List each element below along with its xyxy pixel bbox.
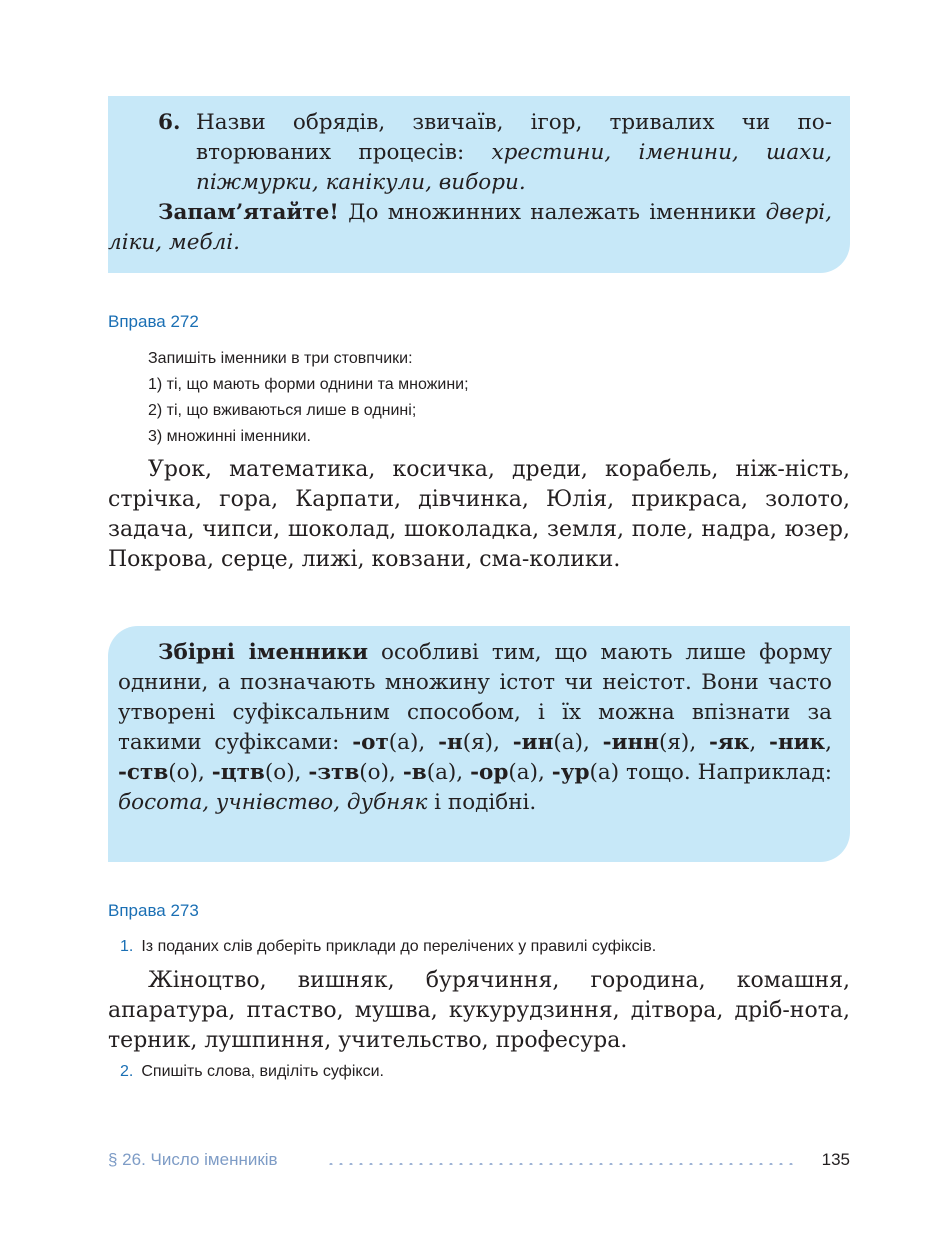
task-text: Із поданих слів доберіть приклади до перелічених у правилі суфіксів. <box>141 938 657 955</box>
page-number: 135 <box>821 1150 850 1169</box>
exercise-273-task-2 <box>120 1063 384 1081</box>
exercise-272-title: Вправа 272 <box>108 312 199 331</box>
suffix-bold: -ор <box>470 760 509 785</box>
exercise-272-words: Урок, математика, косичка, дреди, корабель, ніж-ність, стрічка, гора, Карпати, дівчинка, Юлія, прикраса, золото, задача, чипси, шоколад, шоколадка, земля, поле, надра, юзер, Покрова, серце, лижі, ковзани, сма-колики. <box>108 457 850 572</box>
suffix-ending: (а) <box>508 760 538 785</box>
suffix-bold: -ур <box>551 760 590 785</box>
exercise-273-title: Вправа 273 <box>108 901 199 920</box>
suffix-list: -от(а), -н(я), -ин(а), -инн(я), -як, -ник, -ств(о), -цтв(о), -зтв(о), -в(а), -ор(а), -ур(а) <box>118 730 832 785</box>
task-number: 2. <box>120 1063 134 1080</box>
task-number: 1. <box>120 938 134 955</box>
exercise-273-task-1 <box>120 938 656 956</box>
suffix-ending: (а) <box>589 760 620 785</box>
suffix-bold: -ник <box>769 730 826 755</box>
rule-box-plural-nouns <box>108 96 850 273</box>
suffix-ending: (о) <box>359 760 390 785</box>
suffix-bold: -от <box>352 730 389 755</box>
suffix-bold: -инн <box>602 730 659 755</box>
item-examples: хрестини, іменини, шахи, піжмурки, канікули, вибори. <box>196 140 833 195</box>
exercise-272-task <box>148 346 469 450</box>
suffix-ending: (а) <box>388 730 419 755</box>
suffix-bold: -в <box>402 760 427 785</box>
suffix-bold: -н <box>438 730 463 755</box>
task-text: Спишіть слова, виділіть суфікси. <box>141 1063 384 1080</box>
page-footer <box>108 1150 850 1176</box>
collective-nouns-rule <box>118 638 832 818</box>
suffix-ending: (а) <box>553 730 583 755</box>
rule-examples: босота, учнівство, дубняк <box>118 790 428 815</box>
suffix-bold: -зтв <box>308 760 360 785</box>
suffix-bold: -ин <box>512 730 554 755</box>
suffix-ending: (я) <box>462 730 494 755</box>
remember-text: До множинних належать іменники <box>338 200 766 225</box>
rule-text: особливі тим, що мають лише форму однини, а позначають множину істот чи неістот. Вони часто утворені суфіксальним способом, і їх можна впізнати за такими суфіксами: <box>118 640 832 755</box>
task-line: 2) ті, що вживаються лише в однині; <box>148 402 417 419</box>
numbered-item-6 <box>108 108 832 198</box>
suffix-bold: -цтв <box>211 760 265 785</box>
task-line: 3) множинні іменники. <box>148 428 311 445</box>
task-line: Запишіть іменники в три стовпчики: <box>148 350 413 367</box>
rule-tail: тощо. Наприклад: <box>619 760 832 785</box>
suffix-ending: (я) <box>658 730 690 755</box>
rule-term: Збірні іменники <box>158 640 369 665</box>
item-number: 6. <box>158 110 181 135</box>
suffix-ending: (а) <box>426 760 457 785</box>
remember-examples: двері, ліки, меблі. <box>108 200 832 255</box>
remember-note <box>108 198 832 258</box>
suffix-bold: -як <box>709 730 750 755</box>
task-line: 1) ті, що мають форми однини та множини; <box>148 376 469 393</box>
item-text: Назви обрядів, звичаїв, ігор, тривалих чи по-вторюваних процесів: <box>196 110 832 165</box>
rule-end: і подібні. <box>427 790 537 815</box>
exercise-273-words: Жіноцтво, вишняк, бурячиння, городина, комашня, апаратура, птаство, мушва, кукурудзиння, дітвора, дріб-нота, терник, лушпиння, учительство, професура. <box>108 968 850 1053</box>
suffix-ending: (о) <box>168 760 199 785</box>
rule-box-collective-nouns <box>108 626 850 862</box>
suffix-bold: -ств <box>118 760 169 785</box>
remember-label: Запам’ятайте! <box>158 200 339 225</box>
suffix-ending: (о) <box>264 760 295 785</box>
dotted-leader <box>326 1163 798 1165</box>
section-title: § 26. Число іменників <box>108 1150 278 1169</box>
